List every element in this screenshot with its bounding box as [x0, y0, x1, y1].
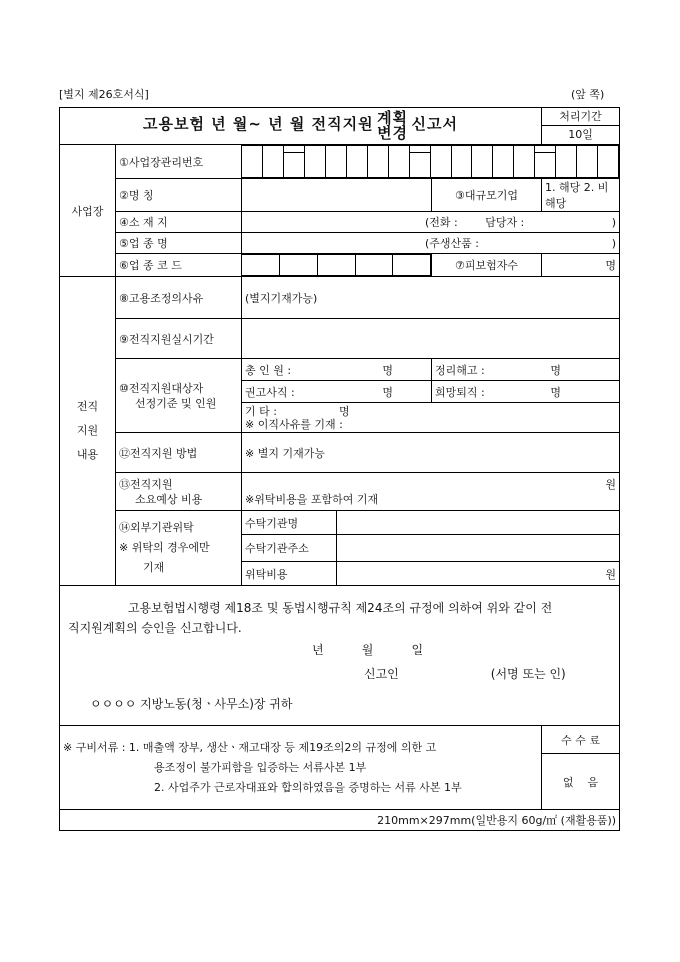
period-label: ⑨전직지원실시기간 [116, 319, 242, 359]
address-label: ④소 재 지 [116, 212, 242, 233]
business-section-label: 사업장 [60, 145, 116, 277]
recommended-field[interactable]: 권고사직 : 명 [242, 381, 432, 403]
voluntary-field[interactable]: 희망퇴직 : 명 [432, 381, 620, 403]
total-field[interactable]: 총 인 원 : 명 [242, 359, 432, 381]
form-title: 고용보험 년 월~ 년 월 전직지원 계획 변경 신고서 [60, 108, 542, 145]
manager-label: 담당자 : [485, 216, 525, 229]
attachments-line3: 2. 사업주가 근로자대표와 합의하였음을 증명하는 서류 사본 1부 [154, 780, 462, 794]
large-company-options[interactable]: 1. 해당 2. 비해당 [542, 179, 620, 212]
outsource-label: ⑭외부기관위탁 ※ 위탁의 경우에만 기재 [116, 511, 242, 586]
report-form [59, 107, 620, 831]
declaration-line1: 고용보험법시행령 제18조 및 동법시행규칙 제24조의 규정에 의하여 위와 같이 전 [128, 601, 553, 615]
agency-address-label: 수탁기관주소 [242, 535, 337, 562]
insured-count[interactable]: 명 [542, 254, 620, 277]
mgmt-no-boxes[interactable] [242, 145, 620, 179]
industry-label: ⑤업 종 명 [116, 233, 242, 254]
paper-spec: 210mm×297mm(일반용지 60g/㎡ (재활용품)) [60, 810, 620, 831]
other-field[interactable]: 기 타 : 명 ※ 이직사유를 기재 : [242, 403, 620, 433]
declaration-date[interactable]: 년 월 일 [312, 643, 424, 657]
agency-name-field[interactable] [337, 511, 620, 535]
processing-period: 처리기간 10일 [542, 108, 620, 145]
addressee: ㅇㅇㅇㅇ 지방노동(청ㆍ사무소)장 귀하 [90, 697, 293, 711]
reason-field[interactable]: (별지기재가능) [242, 277, 620, 319]
reporter-label: 신고인 [364, 667, 399, 681]
other-note: ※ 이직사유를 기재 : [245, 417, 343, 431]
declaration [60, 586, 620, 726]
cost-unit: 원 [605, 477, 617, 491]
mgmt-no-label: ①사업장관리번호 [116, 145, 242, 179]
agency-address-field[interactable] [337, 535, 620, 562]
agency-cost-field[interactable]: 원 [337, 562, 620, 586]
page-side: (앞 쪽) [571, 88, 605, 101]
attachments-line1: ※ 구비서류 : 1. 매출액 장부, 생산ㆍ재고대장 등 제19조의2의 규정에 의한 고 [63, 740, 437, 754]
form-number: [별지 제26호서식] [59, 88, 149, 101]
fee-label: 수 수 료 [542, 726, 620, 754]
attachments-line2: 용조정이 불가피함을 입증하는 서류사본 1부 [154, 760, 367, 774]
fee-value: 없 음 [542, 754, 620, 810]
insured-label: ⑦피보험자수 [432, 254, 542, 277]
title-option-plan: 계획 [377, 109, 409, 127]
method-field[interactable]: ※ 별지 기재가능 [242, 433, 620, 473]
address-field[interactable]: (전화 : 담당자 : ) [242, 212, 620, 233]
phone-label: (전화 : [425, 216, 458, 229]
attachments [60, 726, 542, 810]
sign-label[interactable]: (서명 또는 인) [490, 667, 566, 681]
cost-note: ※위탁비용을 포함하여 기재 [245, 492, 379, 506]
agency-name-label: 수탁기관명 [242, 511, 337, 535]
industry-field[interactable]: (주생산품 : ) [242, 233, 620, 254]
cost-field[interactable] [242, 473, 620, 511]
agency-cost-label: 위탁비용 [242, 562, 337, 586]
large-company-label: ③대규모기업 [432, 179, 542, 212]
period-field[interactable] [242, 319, 620, 359]
content-section-label: 전직 지원 내용 [60, 277, 116, 586]
declaration-line2: 직지원계획의 승인을 신고합니다. [68, 621, 242, 635]
main-product-label: (주생산품 : [425, 237, 479, 250]
method-label: ⑫전직지원 방법 [116, 433, 242, 473]
title-option-change: 변경 [377, 124, 409, 142]
reason-label: ⑧고용조정의사유 [116, 277, 242, 319]
industry-code-boxes[interactable] [242, 254, 432, 277]
layoff-field[interactable]: 정리해고 : 명 [432, 359, 620, 381]
name-label: ②명 칭 [116, 179, 242, 212]
industry-code-label: ⑥업 종 코 드 [116, 254, 242, 277]
name-field[interactable] [242, 179, 432, 212]
cost-label: ⑬전직지원 소요예상 비용 [116, 473, 242, 511]
target-label: ⑩전직지원대상자 선정기준 및 인원 [116, 359, 242, 433]
